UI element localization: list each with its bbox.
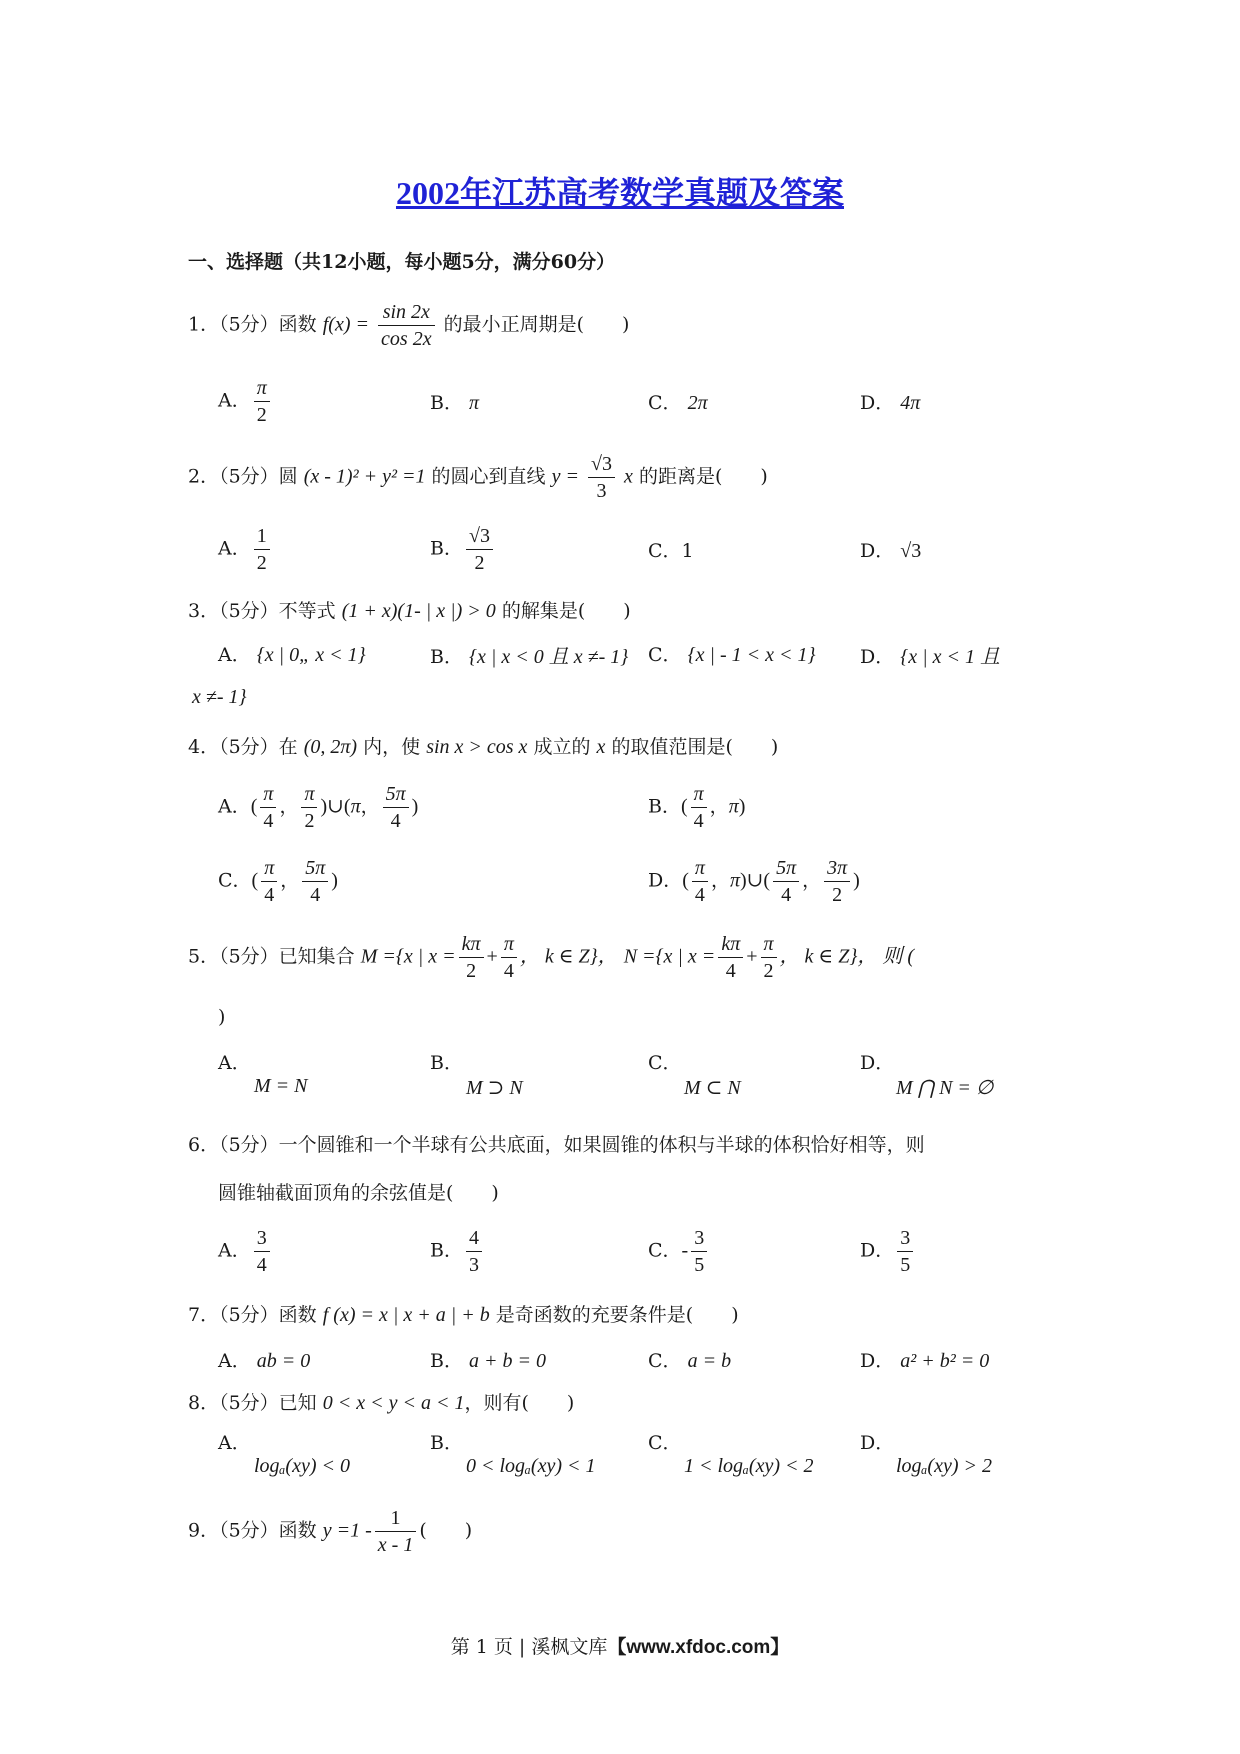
question-1 (188, 300, 629, 351)
footer-page-number: 第 1 页 | 溪枫文库 (450, 1636, 608, 1658)
q1-function: f(x) = (322, 313, 369, 336)
question-3: 3．（5分）不等式 (1 + x)(1- | x |) > 0 的解集是( ) (188, 600, 631, 622)
q8-option-b: B． 0 < logₐ(xy) < 1 (430, 1432, 596, 1477)
q8-option-c: C． 1 < logₐ(xy) < 2 (648, 1432, 814, 1477)
q7-option-a: A． ab = 0 (218, 1350, 311, 1372)
q5-option-b: B． M ⊃ N (430, 1052, 523, 1099)
q6-option-c: C．- $\frac{3}{5}$ (648, 1226, 710, 1277)
question-2: 2．（5分）圆 (x - 1)² + y² =1 的圆心到直线 y = $\frac{√3}{3}$ x 的距离是( ) (188, 453, 768, 502)
q2-option-b: B． $\frac{√3}{2}$ (430, 524, 496, 575)
q3-option-c: C． {x | - 1 < x < 1} (648, 644, 816, 666)
q3-option-b: B． {x | x < 0 且 x ≠- 1} (430, 646, 629, 668)
q4-option-d: D．( $\frac{\pi}{4}$ ，π)∪( $\frac{5\pi}{4}$ ， $\frac{3\pi}{2}$ ) (648, 857, 860, 906)
q4-option-c: C．( $\frac{\pi}{4}$ ， $\frac{5\pi}{4}$ ) (218, 857, 338, 906)
q2-option-d: D． √3 (860, 540, 922, 562)
q8-option-d: D． logₐ(xy) > 2 (860, 1432, 992, 1477)
q2-option-c: C．1 (648, 540, 694, 562)
page-footer (0, 1632, 1240, 1659)
q1-fraction: $\frac{\sin 2x}{\cos 2x}$ (378, 300, 435, 351)
q6-option-b: B． $\frac{4}{3}$ (430, 1226, 485, 1277)
q1-option-a: A． $\frac{\pi}{2}$ (218, 376, 273, 427)
question-5: 5．（5分）已知集合 M ={x | x = $\frac{k\pi}{2}$ + $\frac{\pi}{4}$ ， k ∈ Z}， N ={x | x = $\frac{k\pi}{4}$ + $\frac{\pi}{2}$ ， k ∈ Z}， 则 ( (188, 933, 914, 982)
q1-option-c: C． 2π (648, 392, 708, 414)
q1-option-b: B． π (430, 392, 480, 414)
q1-option-d: D． 4π (860, 392, 921, 414)
q7-option-b: B． a + b = 0 (430, 1350, 547, 1372)
question-7: 7．（5分）函数 f (x) = x | x + a | + b 是奇函数的充要条件是( ) (188, 1304, 739, 1326)
q3-option-d: D． {x | x < 1 且 (860, 646, 1001, 668)
question-6-line-2: 圆锥轴截面顶角的余弦值是( ) (218, 1182, 499, 1204)
question-9: 9．（5分）函数 y =1 - $\frac{1}{x - 1}$ ( ) (188, 1507, 473, 1556)
q7-option-d: D． a² + b² = 0 (860, 1350, 990, 1372)
q2-circle-equation: (x - 1)² + y² =1 (303, 465, 426, 488)
q4-option-b: B．( $\frac{\pi}{4}$ ，π) (648, 783, 746, 832)
q3-option-d-continued: x ≠- 1} (192, 686, 247, 708)
section-heading: 一、选择题（共12小题，每小题5分，满分60分） (188, 251, 616, 273)
q8-option-a: A． logₐ(xy) < 0 (218, 1432, 350, 1477)
q5-option-d: D． M ⋂ N = ∅ (860, 1052, 994, 1099)
document-title[interactable]: 2002年江苏高考数学真题及答案 (395, 175, 844, 211)
q5-close-paren: ) (218, 1006, 226, 1028)
question-6-line-1: 6．（5分）一个圆锥和一个半球有公共底面，如果圆锥的体积与半球的体积恰好相等，则 (188, 1134, 925, 1156)
q3-option-a: A． {x | 0„ x < 1} (218, 644, 366, 666)
q1-tail: 的最小正周期是( ) (443, 313, 630, 336)
question-4: 4．（5分）在 (0, 2π) 内，使 sin x > cos x 成立的 x 的取值范围是( ) (188, 736, 779, 758)
footer-site-link[interactable]: 【www.xfdoc.com】 (607, 1637, 790, 1658)
q2-option-a: A． $\frac{1}{2}$ (218, 524, 273, 575)
q1-stem: 1．（5分）函数 (188, 313, 317, 336)
question-8: 8．（5分）已知 0 < x < y < a < 1，则有( ) (188, 1392, 575, 1414)
q5-option-c: C． M ⊂ N (648, 1052, 741, 1099)
q6-option-a: A． $\frac{3}{4}$ (218, 1226, 273, 1277)
q5-option-a: A． M = N (218, 1052, 308, 1097)
q4-option-a: A．( $\frac{\pi}{4}$ ， $\frac{\pi}{2}$ )∪(π， $\frac{5\pi}{4}$ ) (218, 783, 419, 832)
q7-option-c: C． a = b (648, 1350, 732, 1372)
q2-slope-fraction: $\frac{√3}{3}$ (588, 452, 615, 503)
q6-option-d: D． $\frac{3}{5}$ (860, 1226, 916, 1277)
